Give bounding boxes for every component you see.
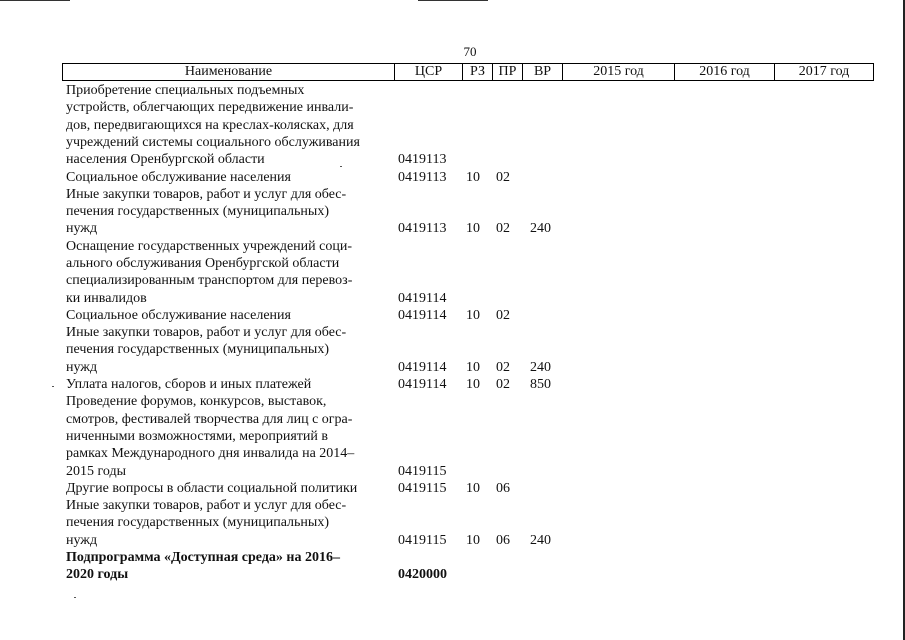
header-rz: РЗ xyxy=(462,64,492,80)
cell-csr: 0419115 xyxy=(398,532,447,548)
row-name-line: населения Оренбургской области xyxy=(66,152,265,168)
row-name-line: Оснащение государственных учреждений соци- xyxy=(66,238,353,254)
table-header xyxy=(62,63,874,81)
row-name-line: ниченными возможностями, мероприятий в xyxy=(66,428,329,444)
cell-csr: 0419113 xyxy=(398,169,447,185)
cell-pr: 06 xyxy=(496,532,510,548)
row-name-line: смотров, фестивалей творчества для лиц с огра- xyxy=(66,411,353,427)
cell-csr: 0419114 xyxy=(398,307,447,323)
row-name xyxy=(66,549,396,584)
row-name-line: печения государственных (муниципальных) xyxy=(66,342,329,358)
cell-rz: 10 xyxy=(466,169,480,185)
cell-rz: 10 xyxy=(466,221,480,237)
row-name-line: Другие вопросы в области социальной политики xyxy=(66,480,358,496)
row-name-line: Приобретение специальных подъемных xyxy=(66,83,305,98)
cell-pr: 06 xyxy=(496,480,510,496)
row-name-line: устройств, облегчающих передвижение инвали- xyxy=(66,100,354,116)
row-name-line: нужд xyxy=(66,221,98,237)
row-name-line: Социальное обслуживание населения xyxy=(66,307,291,323)
row-name-line: специализированным транспортом для перевоз- xyxy=(66,273,353,289)
row-name-line: Иные закупки товаров, работ и услуг для обес- xyxy=(66,325,347,341)
header-vr: ВР xyxy=(522,64,562,80)
row-name xyxy=(66,169,396,186)
cell-vr: 240 xyxy=(530,359,551,375)
cell-pr: 02 xyxy=(496,169,510,185)
row-name-line: Иные закупки товаров, работ и услуг для обес- xyxy=(66,498,347,514)
row-name-line: 2015 годы xyxy=(66,463,127,479)
row-name-line: рамках Международного дня инвалида на 2014– xyxy=(66,446,355,462)
row-name-line: Иные закупки товаров, работ и услуг для обес- xyxy=(66,186,347,202)
row-name-line: учреждений системы социального обслуживания xyxy=(66,134,360,150)
cell-vr: 850 xyxy=(530,377,551,393)
row-name-line: нужд xyxy=(66,359,98,375)
scan-edge-line-left xyxy=(0,0,70,1)
scan-edge-line-right xyxy=(418,0,488,1)
row-name-line: Подпрограмма «Доступная среда» на 2016– xyxy=(66,550,340,566)
row-name-line: ки инвалидов xyxy=(66,290,147,306)
cell-csr: 0419114 xyxy=(398,359,447,375)
cell-pr: 02 xyxy=(496,377,510,393)
row-name-line: дов, передвигающихся на креслах-колясках, для xyxy=(66,117,354,133)
cell-vr: 240 xyxy=(530,221,551,237)
row-name xyxy=(66,393,396,479)
row-name-line: Проведение форумов, конкурсов, выставок, xyxy=(66,394,327,410)
row-name xyxy=(66,186,396,238)
cell-csr: 0419113 xyxy=(398,221,447,237)
cell-rz: 10 xyxy=(466,377,480,393)
row-name xyxy=(66,497,396,549)
header-pr: ПР xyxy=(492,64,522,80)
cell-csr: 0420000 xyxy=(398,567,447,583)
header-2015: 2015 год xyxy=(562,64,674,80)
row-name-line: нужд xyxy=(66,532,98,548)
row-name xyxy=(66,324,396,376)
cell-rz: 10 xyxy=(466,307,480,323)
row-name xyxy=(66,307,396,324)
row-name-line: Уплата налогов, сборов и иных платежей xyxy=(66,377,312,393)
cell-vr: 240 xyxy=(530,532,551,548)
cell-rz: 10 xyxy=(466,359,480,375)
header-name: Наименование xyxy=(184,64,273,79)
row-name xyxy=(66,238,396,307)
cell-csr: 0419113 xyxy=(398,152,447,168)
cell-rz: 10 xyxy=(466,532,480,548)
row-name xyxy=(66,480,396,497)
scan-speck xyxy=(74,597,76,598)
row-name-line: ального обслуживания Оренбургской области xyxy=(66,255,340,271)
row-name-line: печения государственных (муниципальных) xyxy=(66,515,329,531)
cell-csr: 0419114 xyxy=(398,377,447,393)
page-number: 70 xyxy=(463,44,477,59)
header-2017: 2017 год xyxy=(774,64,873,80)
header-2016: 2016 год xyxy=(674,64,774,80)
cell-rz: 10 xyxy=(466,480,480,496)
cell-csr: 0419115 xyxy=(398,463,447,479)
cell-csr: 0419114 xyxy=(398,290,447,306)
cell-pr: 02 xyxy=(496,359,510,375)
cell-csr: 0419115 xyxy=(398,480,447,496)
row-name xyxy=(66,82,396,168)
row-name-line: Социальное обслуживание населения xyxy=(66,169,291,185)
cell-pr: 02 xyxy=(496,307,510,323)
scan-speck xyxy=(340,166,342,167)
header-csr: ЦСР xyxy=(394,64,462,80)
cell-pr: 02 xyxy=(496,221,510,237)
scan-speck xyxy=(52,386,54,387)
row-name-line: печения государственных (муниципальных) xyxy=(66,204,329,220)
row-name xyxy=(66,376,396,393)
row-name-line: 2020 годы xyxy=(66,567,129,583)
